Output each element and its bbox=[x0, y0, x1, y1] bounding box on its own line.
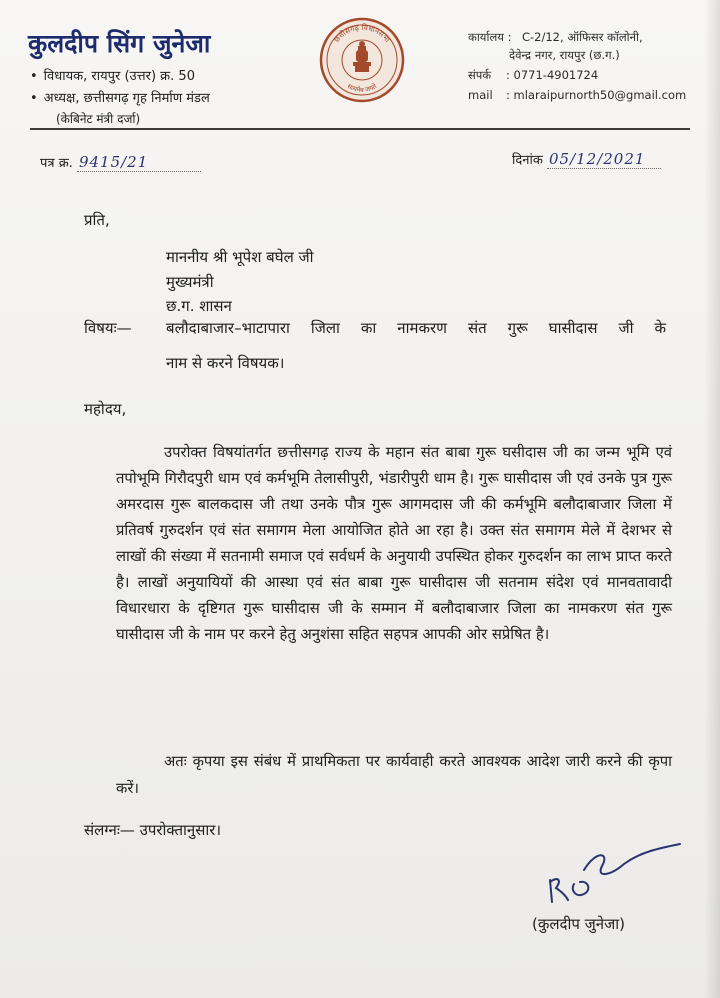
svg-text:सत्यमेव जयते: सत्यमेव जयते bbox=[345, 82, 379, 95]
mail-address: : mlaraipurnorth50@gmail.com bbox=[506, 88, 687, 102]
reference-value: 9415/21 bbox=[78, 153, 149, 171]
reference-number bbox=[40, 153, 201, 172]
subject-line-1: बलौदाबाजार–भाटापारा जिला का नामकरण संत गुरू घासीदास जी के bbox=[166, 319, 666, 337]
enclosure-note: संलग्नः— उपरोक्तानुसार। bbox=[84, 821, 222, 839]
recipient-department: छ.ग. शासन bbox=[166, 297, 232, 315]
date-value: 05/12/2021 bbox=[548, 150, 646, 168]
subject-label: विषयः— bbox=[84, 319, 132, 337]
subject-line-2: नाम से करने विषयक। bbox=[166, 354, 285, 372]
office-address-1: C-2/12, ऑफिसर कॉलोनी, bbox=[522, 30, 643, 44]
letterhead-name: कुलदीप सिंग जुनेजा bbox=[28, 29, 211, 58]
page-edge-shadow bbox=[704, 0, 720, 998]
office-label: कार्यालय : bbox=[468, 30, 512, 44]
body-paragraph-1: उपरोक्त विषयांतर्गत छत्तीसगढ़ राज्य के महान संत बाबा गुरू घसीदास जी का जन्म भूमि एवं तपोभूमि गिरौदपुरी धाम एवं कर्मभूमि तेलासीपुरी, भंडारीपुरी धाम है। गुरू घासीदास जी एवं उनके पुत्र गुरू अमरदास गुरू बालकदास जी तथा उनके पौत्र गुरू आगमदास जी की कर्मभूमि बलौदाबाजार जिला में प्रतिवर्ष गुरुदर्शन एवं संत समागम मेला आयोजित होते आ रहा है। उक्त संत समागम मेले में देशभर से लाखों की संख्या में सतनामी समाज एवं सर्वधर्म के अनुयायी उपस्थित होकर गुरुदर्शन का लाभ प्राप्त करते है। लाखों अनुयायियों की आस्था एवं संत बाबा गुरू घासीदास जी सतनाम संदेश एवं मानवतावादी विधारधारा के दृष्टिगत गुरू घासीदास जी के सम्मान में बलौदाबाजार जिला का नामकरण संत गुरू घासीदास जी के नाम पर करने हेतु अनुशंसा सहित सहपत्र आपकी ओर सप्रेषित है। bbox=[116, 444, 672, 643]
letter-date bbox=[512, 150, 661, 169]
body-paragraph-2: अतः कृपया इस संबंध में प्राथमिकता पर कार्यवाही करते आवश्यक आदेश जारी करने की कृपा करें। bbox=[116, 753, 672, 797]
mail-label: mail bbox=[468, 88, 493, 102]
assembly-seal-icon bbox=[318, 16, 406, 104]
handwritten-signature-icon bbox=[540, 840, 690, 910]
salutation: महोदय, bbox=[84, 400, 127, 418]
svg-text:छत्तीसगढ़ विधानसभा: छत्तीसगढ़ विधानसभा bbox=[331, 22, 392, 45]
signatory-name: (कुलदीप जुनेजा) bbox=[532, 915, 626, 933]
recipient-designation: मुख्यमंत्री bbox=[166, 273, 214, 291]
office-address-2: देवेन्द्र नगर, रायपुर (छ.ग.) bbox=[509, 48, 620, 62]
reference-label: पत्र क्र. bbox=[40, 156, 73, 171]
recipient-name: माननीय श्री भूपेश बघेल जी bbox=[166, 248, 314, 266]
to-label: प्रति, bbox=[84, 211, 110, 229]
contact-label: संपर्क bbox=[468, 68, 492, 82]
contact-phone: : 0771-4901724 bbox=[506, 68, 599, 82]
letterhead-divider bbox=[30, 128, 690, 130]
letterhead-designation-1: • विधायक, रायपुर (उत्तर) क्र. 50 bbox=[30, 66, 195, 84]
letterhead-designation-3: (केबिनेट मंत्री दर्जा) bbox=[56, 112, 141, 126]
letterhead-designation-2: • अध्यक्ष, छत्तीसगढ़ गृह निर्माण मंडल bbox=[30, 88, 210, 106]
date-label: दिनांक bbox=[512, 153, 543, 168]
